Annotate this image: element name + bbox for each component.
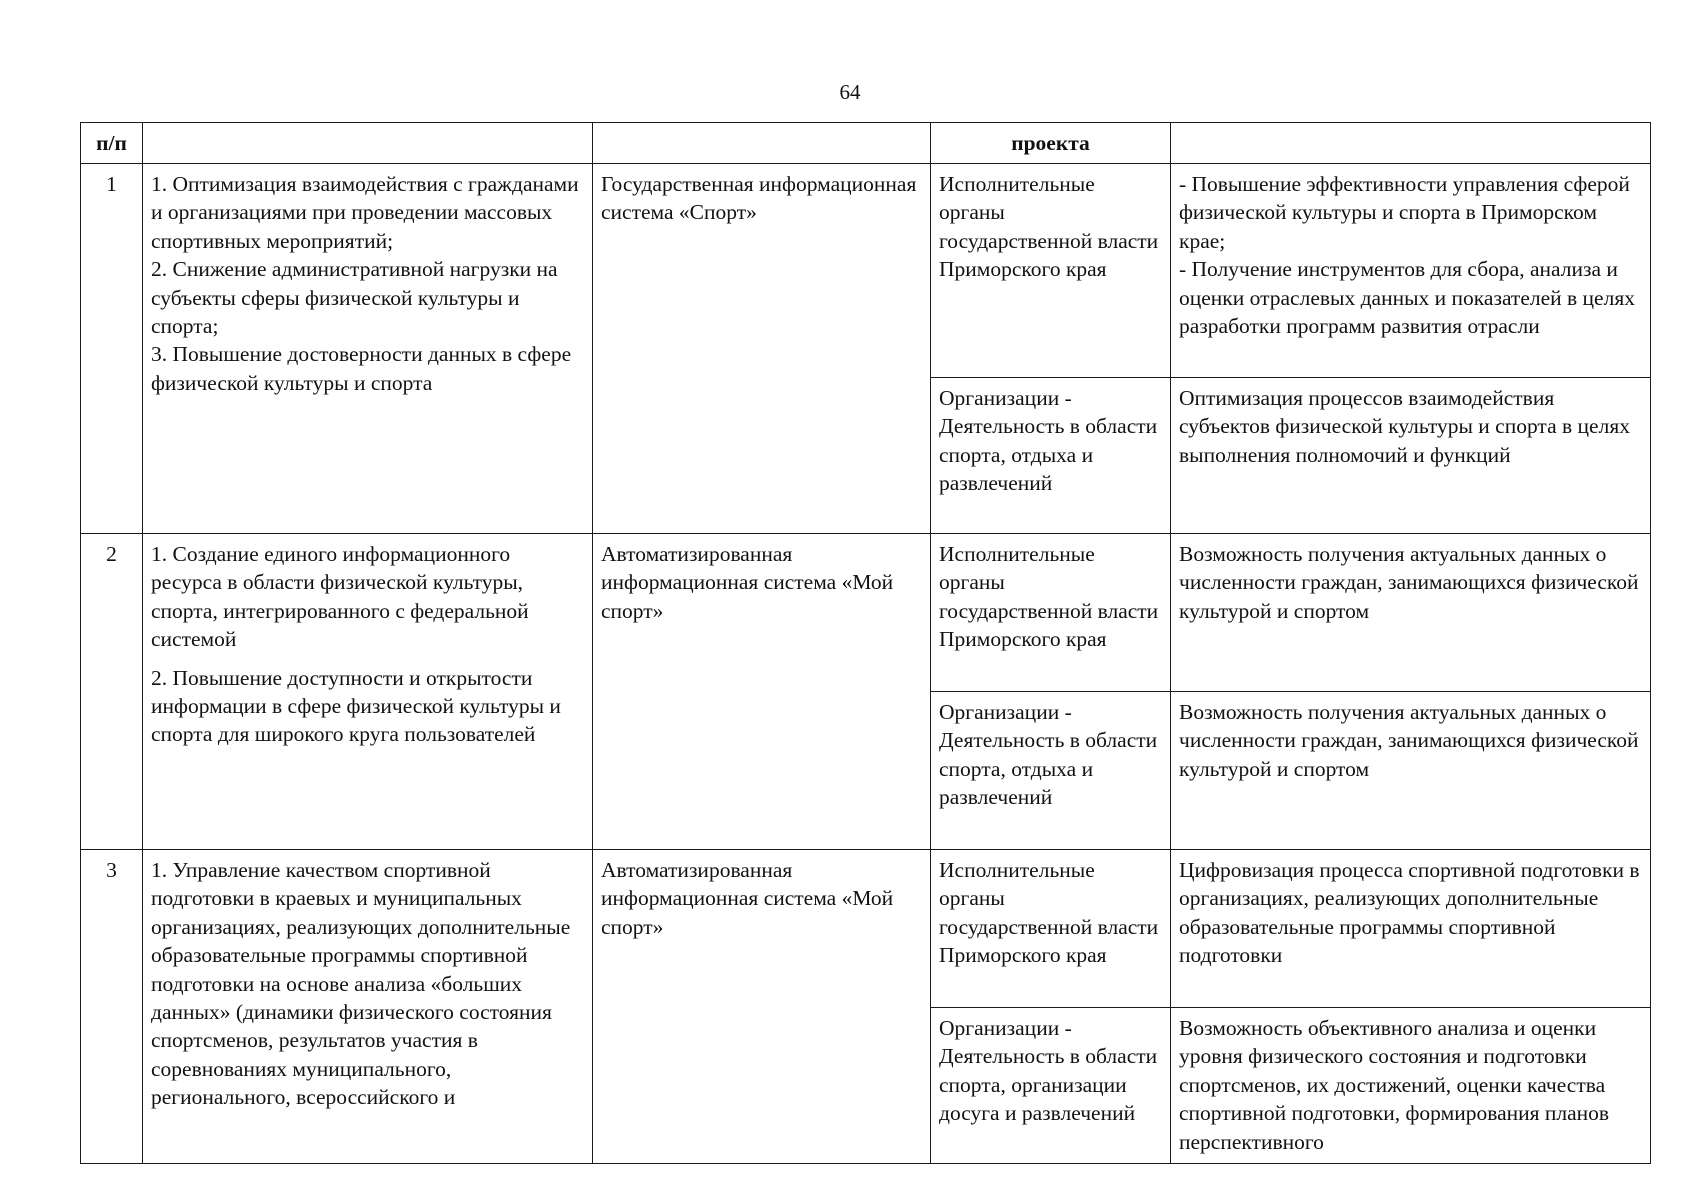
effects-cell xyxy=(1171,850,1651,1008)
goal-text: 1. Создание единого информационного ресурса в области физической культуры, спорта, интегрированного с федеральной системой xyxy=(151,542,529,652)
effect-text: - Получение инструментов для сбора, анализа и оценки отраслевых данных и показателей в целях разработки программ развития отрасли xyxy=(1179,257,1635,339)
system-cell: Государственная информационная система «Спорт» xyxy=(593,164,931,534)
effect-text: Цифровизация процесса спортивной подготовки в организациях, реализующих дополнительные образовательные программы спортивной подготовки xyxy=(1179,858,1640,968)
goal-text: 2. Снижение административной нагрузки на субъекты сферы физической культуры и спорта; xyxy=(151,257,558,339)
effect-text: Возможность объективного анализа и оценки уровня физического состояния и подготовки спортсменов, их достижений, оценки качества спортивной подготовки, формирования планов перспективного xyxy=(1179,1016,1610,1154)
measures-table xyxy=(80,122,1651,1164)
page-number: 64 xyxy=(839,80,861,104)
row-number: 3 xyxy=(81,850,143,1164)
goal-text: 1. Оптимизация взаимодействия с гражданами и организациями при проведении массовых спортивных мероприятий; xyxy=(151,172,579,253)
subject-cell: Исполнительные органы государственной власти Приморского края xyxy=(931,164,1171,378)
subject-cell: Исполнительные органы государственной власти Приморского края xyxy=(931,850,1171,1008)
system-cell: Автоматизированная информационная система «Мой спорт» xyxy=(593,850,931,1164)
header-col-effects xyxy=(1171,123,1651,164)
header-col-number: п/п xyxy=(81,123,143,164)
subject-cell: Организации - Деятельность в области спорта, отдыха и развлечений xyxy=(931,692,1171,850)
goal-text: 2. Повышение доступности и открытости информации в сфере физической культуры и спорта для широкого круга пользователей xyxy=(151,665,561,747)
system-cell: Автоматизированная информационная система «Мой спорт» xyxy=(593,534,931,850)
effect-text: Возможность получения актуальных данных о численности граждан, занимающихся физической культурой и спортом xyxy=(1179,700,1639,781)
subject-cell: Исполнительные органы государственной власти Приморского края xyxy=(931,534,1171,692)
row-number: 1 xyxy=(81,164,143,534)
effect-text: Оптимизация процессов взаимодействия субъектов физической культуры и спорта в целях выполнения полномочий и функций xyxy=(1179,386,1630,467)
table-row xyxy=(81,534,1651,692)
header-col-subjects: проекта xyxy=(931,123,1171,164)
subject-cell: Организации - Деятельность в области спорта, организации досуга и развлечений xyxy=(931,1008,1171,1164)
goals-cell xyxy=(143,534,593,850)
paragraph-gap xyxy=(151,654,584,664)
goals-cell xyxy=(143,164,593,534)
effects-cell xyxy=(1171,534,1651,692)
header-col-system xyxy=(593,123,931,164)
effects-cell xyxy=(1171,164,1651,378)
table-row xyxy=(81,164,1651,378)
effect-text: - Повышение эффективности управления сферой физической культуры и спорта в Приморском крае; xyxy=(1179,172,1630,253)
effect-text: Возможность получения актуальных данных о численности граждан, занимающихся физической культурой и спортом xyxy=(1179,542,1639,623)
effects-cell xyxy=(1171,692,1651,850)
effects-cell xyxy=(1171,1008,1651,1164)
goal-text: 1. Управление качеством спортивной подготовки в краевых и муниципальных организациях, реализующих дополнительные образовательные программы спортивной подготовки на основе анализа «больших данных» (динамики физического состояния спортсменов, результатов участия в соревнованиях муниципального, регионального, всероссийского и xyxy=(151,858,571,1110)
header-col-goals xyxy=(143,123,593,164)
goal-text: 3. Повышение достоверности данных в сфере физической культуры и спорта xyxy=(151,342,572,395)
table-header-row xyxy=(81,123,1651,164)
subject-cell: Организации - Деятельность в области спорта, отдыха и развлечений xyxy=(931,378,1171,534)
row-number: 2 xyxy=(81,534,143,850)
effects-cell xyxy=(1171,378,1651,534)
goals-cell xyxy=(143,850,593,1164)
table-row xyxy=(81,850,1651,1008)
